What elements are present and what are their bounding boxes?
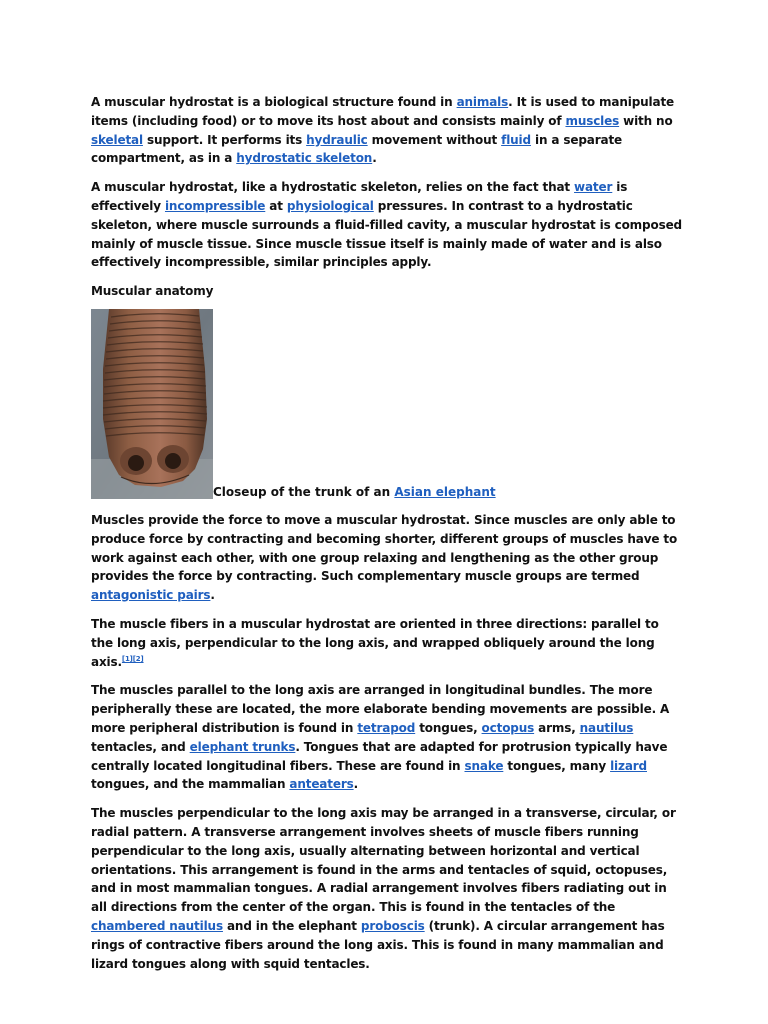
- paragraph-incompressible: A muscular hydrostat, like a hydrostatic skeleton, relies on the fact that water is effectively incompressible at physiological pressures. In contrast to a hydrostatic skeleton, where muscle surrounds a fluid-filled cavity, a muscular hydrostat is composed mainly of muscle tissue. Since muscle tissue itself is mainly made of water and is also effectively incompressible, similar principles apply.: [91, 180, 682, 270]
- link-tetrapod[interactable]: tetrapod: [357, 720, 416, 735]
- section-heading: Muscular anatomy: [91, 284, 214, 299]
- link-muscles[interactable]: muscles: [565, 113, 620, 128]
- link-hydrostatic-skeleton[interactable]: hydrostatic skeleton: [236, 151, 373, 166]
- figure-elephant-trunk: [91, 309, 684, 499]
- link-chambered-nautilus[interactable]: chambered nautilus: [91, 918, 223, 933]
- paragraph-longitudinal: The muscles parallel to the long axis are arranged in longitudinal bundles. The more peripherally these are located, the more elaborate bending movements are possible. A more peripheral distribution is found in tetrapod tongues, octopus arms, nautilus tentacles, and elephant trunks. Tongues that are adapted for protrusion typically have centrally located longitudinal fibers. These are found in snake tongues, many lizard tongues, and the mammalian anteaters.: [91, 683, 670, 792]
- link-anteaters[interactable]: anteaters: [289, 777, 354, 792]
- elephant-trunk-image: [91, 309, 213, 499]
- link-animals[interactable]: animals: [456, 95, 509, 109]
- paragraph-perpendicular: The muscles perpendicular to the long axis may be arranged in a transverse, circular, or radial pattern. A transverse arrangement involves sheets of muscle fibers running perpendicular to the long axis, usually alternating between horizontal and vertical orientations. This arrangement is found in the arms and tentacles of squid, octopuses, and in most mammalian tongues. A radial arrangement involves fibers radiating out in all directions from the center of the organ. This is found in the tentacles of the chambered nautilus and in the elephant proboscis (trunk). A circular arrangement has rings of contractive fibers around the long axis. This is found in many mammalian and lizard tongues along with squid tentacles.: [91, 806, 676, 971]
- link-octopus[interactable]: octopus: [481, 720, 535, 735]
- link-elephant-trunks[interactable]: elephant trunks: [189, 739, 296, 754]
- link-water[interactable]: water: [574, 180, 613, 195]
- paragraph-fiber-directions: The muscle fibers in a muscular hydrostat are oriented in three directions: parallel to the long axis, perpendicular to the long axis, and wrapped obliquely around the long axis.[1][2]: [91, 616, 659, 669]
- paragraph-muscle-force: Muscles provide the force to move a muscular hydrostat. Since muscles are only able to produce force by contracting and becoming shorter, different groups of muscles have to work against each other, with one group relaxing and lengthening as the other group provides the force by contracting. Such complementary muscle groups are termed antagonistic pairs.: [91, 512, 678, 603]
- citation-link[interactable]: [1][2]: [121, 654, 144, 663]
- link-nautilus[interactable]: nautilus: [579, 720, 634, 735]
- link-antagonistic-pairs[interactable]: antagonistic pairs: [91, 588, 211, 603]
- link-incompressible[interactable]: incompressible: [164, 198, 266, 213]
- link-skeletal[interactable]: skeletal: [91, 132, 143, 147]
- paragraph-intro: A muscular hydrostat is a biological structure found in animals. It is used to manipulate items (including food) or to move its host about and consists mainly of muscles with no skeletal support. It performs its hydraulic movement without fluid in a separate compartment, as in a hydrostatic skeleton.: [91, 95, 675, 166]
- link-lizard[interactable]: lizard: [610, 758, 647, 773]
- figure-caption: Closeup of the trunk of an Asian elephant: [213, 484, 496, 499]
- link-fluid[interactable]: fluid: [501, 132, 531, 147]
- link-asian-elephant[interactable]: Asian elephant: [394, 484, 496, 499]
- link-snake[interactable]: snake: [464, 758, 504, 773]
- link-hydraulic[interactable]: hydraulic: [306, 132, 368, 147]
- link-proboscis[interactable]: proboscis: [360, 918, 425, 933]
- link-physiological[interactable]: physiological: [286, 198, 374, 213]
